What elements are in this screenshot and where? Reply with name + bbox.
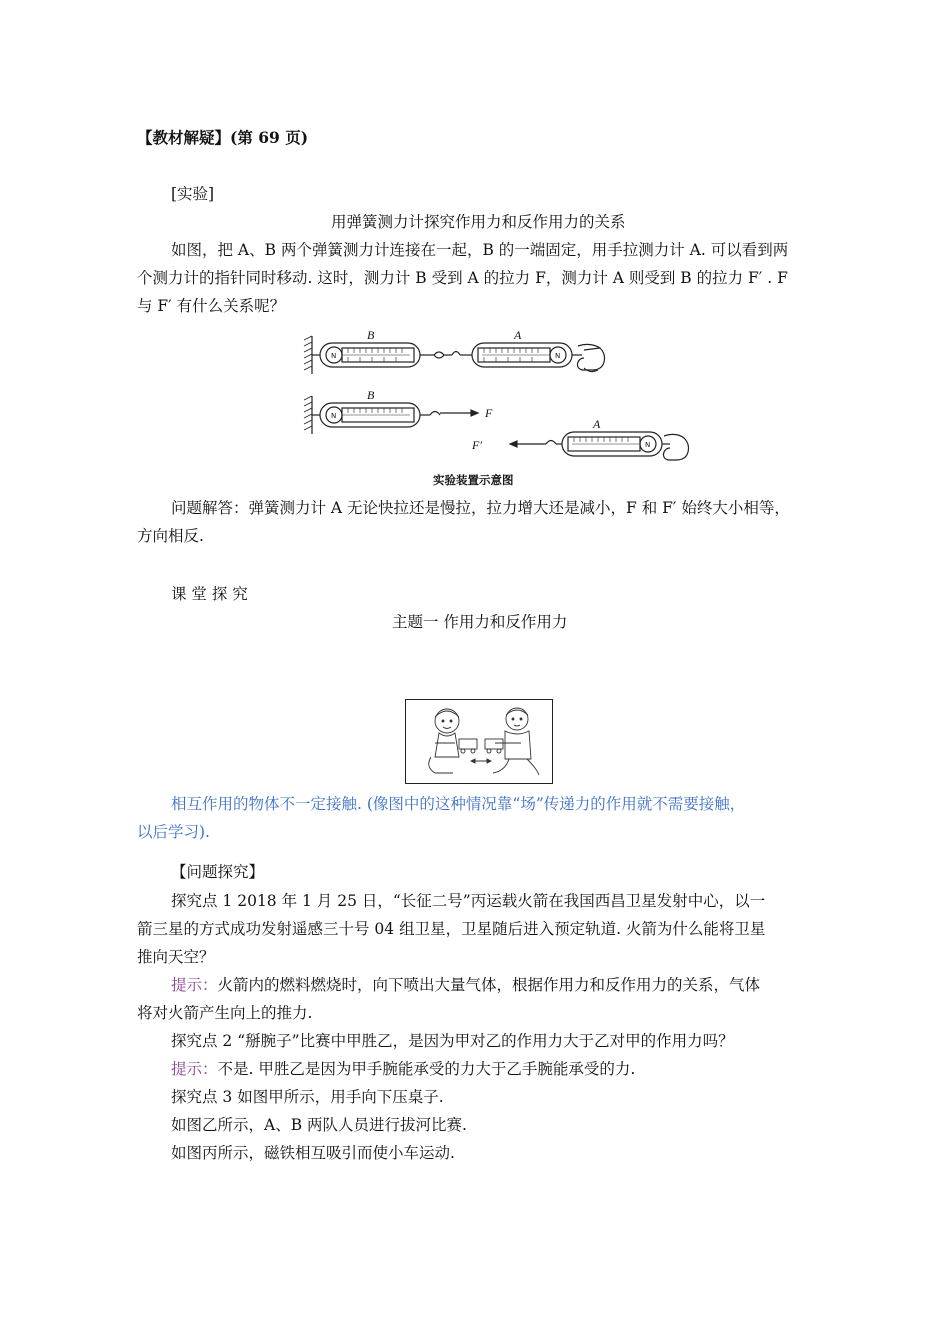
hint-1-line-1: [171, 975, 760, 995]
label-a-top: A: [514, 328, 522, 342]
experiment-paragraph-line-2: 个测力计的指针同时移动. 这时，测力计 B 受到 A 的拉力 F，测力计 A 则受到 B 的拉力 F′ . F: [137, 269, 788, 287]
experiment-paragraph-line-1: 如图，把 A、B 两个弹簧测力计连接在一起，B 的一端固定，用手拉测力计 A. 可以看到两: [171, 241, 789, 259]
label-b-top: B: [367, 328, 375, 342]
inquiry-point-3-line-1: 探究点 3 如图甲所示，用手向下压桌子.: [171, 1088, 444, 1106]
inquiry-header: 【问题探究】: [171, 863, 265, 881]
magnet-pole-n: N: [331, 352, 337, 360]
magnet-pole-n: N: [555, 352, 561, 360]
answer-line-2: 方向相反.: [137, 527, 204, 545]
magnet-pole-n: N: [331, 412, 337, 420]
children-magnet-illustration: [405, 699, 553, 784]
inquiry-point-3-line-2: 如图乙所示，A、B 两队人员进行拔河比赛.: [171, 1116, 467, 1134]
inquiry-point-1-line-3: 推向天空？: [137, 948, 215, 966]
hint-label: 提示：: [171, 976, 218, 994]
answer-line-1: 问题解答：弹簧测力计 A 无论快拉还是慢拉，拉力增大还是减小，F 和 F′ 始终大小相等，: [171, 499, 790, 517]
label-force-f: F: [485, 406, 493, 420]
section-header: 【教材解疑】(第 69 页): [137, 128, 309, 147]
hint-1-text: 火箭内的燃料燃烧时，向下喷出大量气体，根据作用力和反作用力的关系，气体: [217, 976, 761, 994]
experiment-title: 用弹簧测力计探究作用力和反作用力的关系: [331, 213, 626, 231]
inquiry-point-2: 探究点 2 “掰腕子”比赛中甲胜乙，是因为甲对乙的作用力大于乙对甲的作用力吗？: [171, 1032, 734, 1050]
hint-2-text: 不是. 甲胜乙是因为甲手腕能承受的力大于乙手腕能承受的力.: [217, 1060, 636, 1078]
note-line-2: 以后学习).: [137, 823, 210, 841]
hint-2: [171, 1059, 635, 1079]
figure-caption: 实验装置示意图: [433, 473, 514, 487]
experiment-tag: [实验]: [171, 185, 215, 203]
topic-title: 主题一 作用力和反作用力: [392, 613, 568, 631]
note-line-1: 相互作用的物体不一定接触. (像图中的这种情况靠“场”传递力的作用就不需要接触，: [171, 795, 746, 813]
inquiry-point-1-line-2: 箭三星的方式成功发射遥感三十号 04 组卫星，卫星随后进入预定轨道. 火箭为什么能将卫星: [137, 920, 766, 938]
experiment-paragraph-line-3: 与 F′ 有什么关系呢？: [137, 297, 286, 315]
label-b-middle: B: [367, 388, 375, 402]
inquiry-point-3-line-3: 如图丙所示，磁铁相互吸引而使小车运动.: [171, 1144, 455, 1162]
label-force-f-prime: F′: [472, 438, 482, 452]
hint-label: 提示：: [171, 1060, 218, 1078]
hint-1-line-2: 将对火箭产生向上的推力.: [137, 1004, 313, 1022]
classroom-inquiry-label: 课 堂 探 究: [171, 585, 248, 603]
inquiry-point-1-line-1: 探究点 1 2018 年 1 月 25 日，“长征二号”丙运载火箭在我国西昌卫星发射中心，以一: [171, 892, 766, 910]
label-a-bottom: A: [593, 417, 601, 431]
magnet-pole-n: N: [645, 441, 651, 449]
